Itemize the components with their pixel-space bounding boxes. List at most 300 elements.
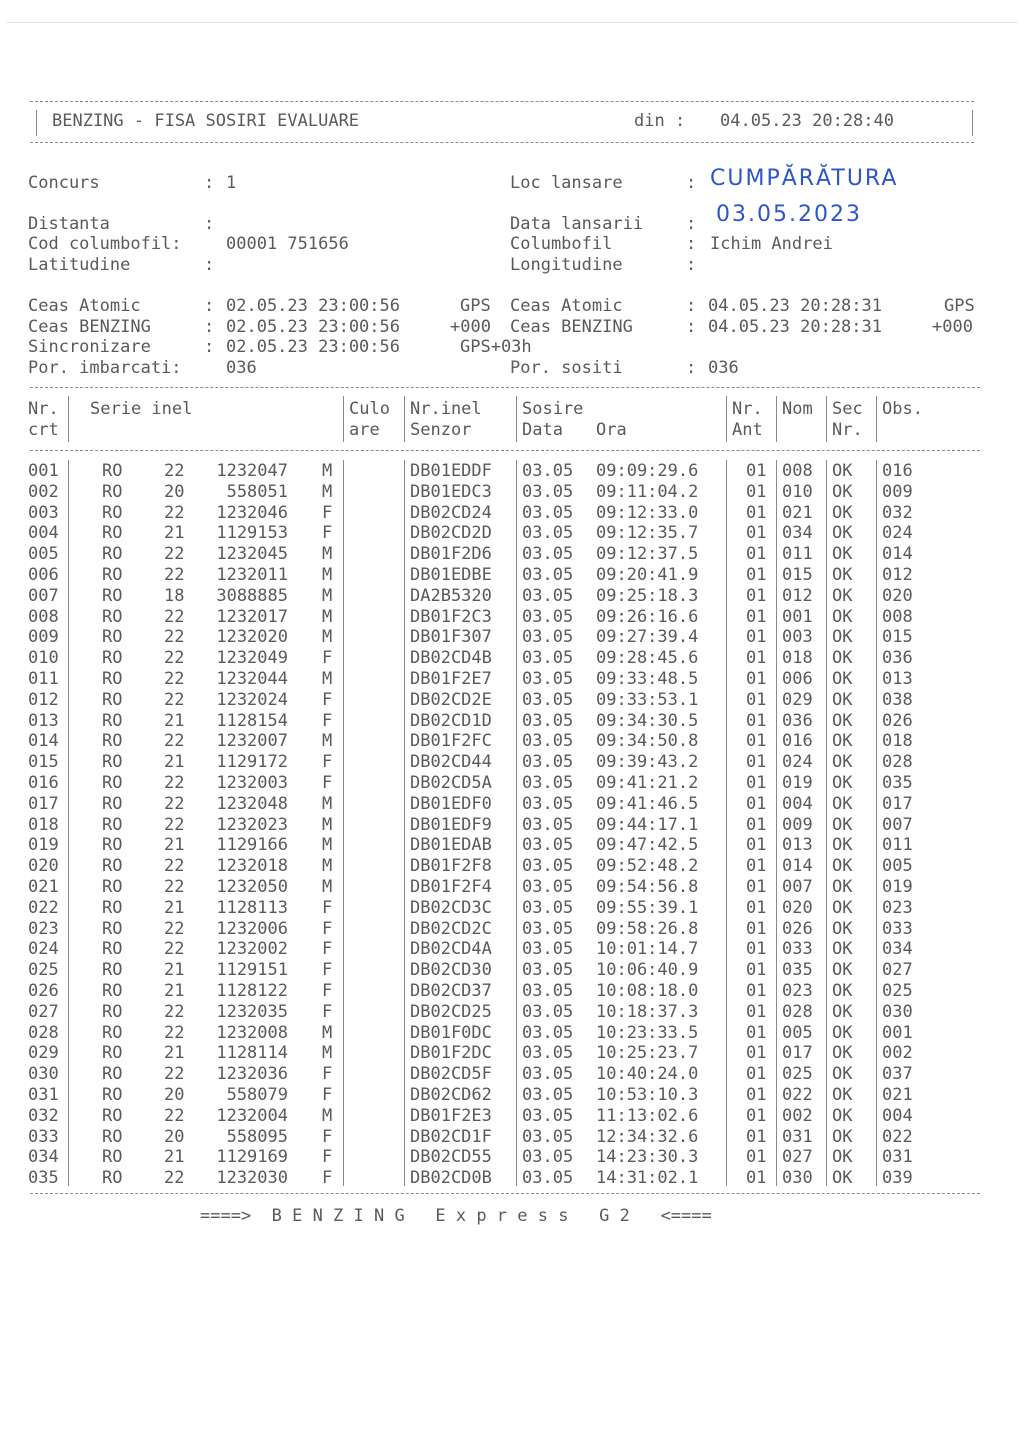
row-country: RO [102,565,123,585]
row-arrival-time: 09:28:45.6 [596,648,699,669]
row-arrival-time: 12:34:32.6 [596,1126,699,1147]
row-ring-number: 1232003 [216,773,288,793]
row-antenna: 01 [746,877,767,897]
row-nr: 019 [28,835,59,856]
row-country: RO [102,856,123,877]
row-sex: F [322,939,333,960]
row-sensor: DB02CD1D [410,710,492,731]
row-antenna: 01 [746,502,767,523]
row-antenna: 01 [746,1105,767,1126]
row-sex: F [322,752,333,773]
row-sex: M [322,669,333,689]
row-nom: 002 [782,1105,813,1126]
row-sec: OK [832,793,853,814]
imbarcati-value: 036 [226,358,257,378]
row-sec: OK [832,960,853,981]
ceas-benzing-label: Ceas BENZING [28,317,151,337]
row-nom: 010 [782,481,813,502]
row-nom: 024 [782,752,813,773]
row-obs: 017 [882,793,913,814]
row-antenna: 01 [746,856,767,877]
row-obs: 034 [882,939,913,960]
row-sec: OK [832,835,853,856]
col-sep-header-3 [404,396,405,442]
row-nr: 010 [28,648,59,669]
row-year: 22 [164,648,185,669]
row-arrival-date: 03.05 [522,856,574,877]
row-country: RO [102,502,123,523]
row-arrival-date: 03.05 [522,710,574,731]
row-obs: 032 [882,502,913,523]
row-ring-number: 1232011 [216,565,288,585]
row-sex: F [322,1064,333,1085]
col-header-sosire: Sosire [522,399,584,419]
row-country: RO [102,1043,123,1064]
row-nr: 009 [28,627,59,648]
ceas-benzing-start-suffix: +000 [450,317,491,337]
row-country: RO [102,1126,123,1147]
row-nr: 028 [28,1022,59,1043]
distanta-label: Distanta [28,214,110,234]
row-country: RO [102,481,123,502]
ceas-benzing-right-colon: : [686,317,697,337]
row-sec: OK [832,502,853,523]
row-obs: 026 [882,710,913,731]
row-arrival-time: 09:12:37.5 [596,544,699,565]
row-antenna: 01 [746,773,767,793]
row-sec: OK [832,1168,853,1189]
row-year: 22 [164,461,185,481]
row-sensor: DB02CD24 [410,502,492,523]
row-sex: F [322,897,333,918]
row-country: RO [102,731,123,752]
row-antenna: 01 [746,1147,767,1168]
row-year: 22 [164,731,185,752]
row-sensor: DB02CD30 [410,960,492,981]
row-country: RO [102,585,123,606]
row-nom: 015 [782,565,813,585]
row-nom: 009 [782,814,813,835]
row-nr: 032 [28,1105,59,1126]
row-arrival-time: 09:58:26.8 [596,918,699,939]
distanta-colon: : [204,214,215,234]
row-sensor: DB02CD4B [410,648,492,669]
row-antenna: 01 [746,544,767,565]
row-ring-number: 3088885 [216,585,288,606]
row-sec: OK [832,669,853,689]
row-obs: 031 [882,1147,913,1168]
columbofil-colon: : [686,234,697,254]
row-arrival-date: 03.05 [522,918,574,939]
row-arrival-time: 10:18:37.3 [596,1001,699,1022]
row-sex: M [322,1105,333,1126]
row-country: RO [102,897,123,918]
row-antenna: 01 [746,1022,767,1043]
col-header-data: Data [522,420,563,440]
row-nr: 018 [28,814,59,835]
row-arrival-date: 03.05 [522,669,574,689]
din-value: 04.05.23 20:28:40 [720,111,894,131]
row-nom: 007 [782,877,813,897]
row-obs: 020 [882,585,913,606]
row-sex: F [322,523,333,544]
row-obs: 007 [882,814,913,835]
row-sensor: DB01F2DC [410,1043,492,1064]
row-sec: OK [832,731,853,752]
row-arrival-date: 03.05 [522,1064,574,1085]
row-sec: OK [832,710,853,731]
row-sec: OK [832,918,853,939]
row-sex: M [322,565,333,585]
row-nom: 004 [782,793,813,814]
row-obs: 028 [882,752,913,773]
row-nom: 031 [782,1126,813,1147]
row-arrival-date: 03.05 [522,1105,574,1126]
row-obs: 004 [882,1105,913,1126]
row-sex: F [322,918,333,939]
row-sex: M [322,856,333,877]
row-country: RO [102,1105,123,1126]
row-country: RO [102,606,123,627]
row-sensor: DB02CD25 [410,1001,492,1022]
row-obs: 025 [882,981,913,1001]
row-obs: 001 [882,1022,913,1043]
row-nom: 012 [782,585,813,606]
row-nom: 034 [782,523,813,544]
row-ring-number: 558095 [226,1126,288,1147]
row-arrival-time: 10:23:33.5 [596,1022,699,1043]
ceas-benzing-start: 02.05.23 23:00:56 [226,317,400,337]
row-year: 21 [164,1043,185,1064]
row-antenna: 01 [746,481,767,502]
row-sensor: DB01EDAB [410,835,492,856]
row-sec: OK [832,897,853,918]
ceas-atomic-colon: : [204,296,215,316]
col-sep-body-3 [404,460,405,1186]
row-arrival-time: 09:52:48.2 [596,856,699,877]
row-nr: 030 [28,1064,59,1085]
col-sep-body-1 [68,460,69,1186]
table-bottom-border [30,1193,980,1194]
row-sex: M [322,606,333,627]
row-nom: 025 [782,1064,813,1085]
row-year: 21 [164,981,185,1001]
row-year: 21 [164,897,185,918]
row-sec: OK [832,856,853,877]
row-ring-number: 1232045 [216,544,288,565]
row-sex: F [322,960,333,981]
row-obs: 037 [882,1064,913,1085]
row-sec: OK [832,606,853,627]
col-header-sec-nr: Nr. [832,420,863,440]
loc-colon: : [686,173,697,193]
row-nr: 022 [28,897,59,918]
row-nom: 030 [782,1168,813,1189]
row-obs: 014 [882,544,913,565]
row-year: 18 [164,585,185,606]
row-nr: 008 [28,606,59,627]
row-sensor: DB02CD2E [410,689,492,710]
row-year: 20 [164,1126,185,1147]
row-nr: 015 [28,752,59,773]
row-year: 21 [164,523,185,544]
row-ring-number: 1232002 [216,939,288,960]
row-antenna: 01 [746,835,767,856]
row-arrival-date: 03.05 [522,481,574,502]
row-nr: 029 [28,1043,59,1064]
row-nom: 006 [782,669,813,689]
row-obs: 011 [882,835,913,856]
row-nom: 028 [782,1001,813,1022]
row-obs: 021 [882,1085,913,1105]
row-sex: F [322,648,333,669]
row-ring-number: 1129172 [216,752,288,773]
row-sensor: DB01EDF9 [410,814,492,835]
row-arrival-time: 09:41:21.2 [596,773,699,793]
row-nr: 012 [28,689,59,710]
row-sex: F [322,502,333,523]
row-nom: 036 [782,710,813,731]
row-arrival-date: 03.05 [522,835,574,856]
row-antenna: 01 [746,960,767,981]
row-antenna: 01 [746,627,767,648]
row-nr: 007 [28,585,59,606]
row-sec: OK [832,1064,853,1085]
row-antenna: 01 [746,523,767,544]
row-sec: OK [832,1126,853,1147]
row-nr: 013 [28,710,59,731]
row-year: 22 [164,627,185,648]
row-sensor: DB02CD37 [410,981,492,1001]
row-arrival-time: 09:27:39.4 [596,627,699,648]
sositi-colon: : [686,358,697,378]
col-header-nom: Nom [782,399,813,419]
col-sep-body-6 [776,460,777,1186]
cod-columbofil-value: 00001 751656 [226,234,349,254]
row-year: 22 [164,814,185,835]
row-sex: M [322,814,333,835]
row-arrival-time: 09:11:04.2 [596,481,699,502]
row-obs: 035 [882,773,913,793]
row-obs: 015 [882,627,913,648]
row-sex: M [322,877,333,897]
row-country: RO [102,1064,123,1085]
col-sep-header-8 [876,396,877,442]
row-country: RO [102,544,123,565]
row-sensor: DB01F307 [410,627,492,648]
row-obs: 012 [882,565,913,585]
row-sensor: DB02CD4A [410,939,492,960]
row-country: RO [102,939,123,960]
loc-lansare-handwritten: CUMPĂRĂTURA [710,166,899,191]
col-sep-body-4 [516,460,517,1186]
row-sensor: DB01F2C3 [410,606,492,627]
ceas-atomic-right-colon: : [686,296,697,316]
row-sec: OK [832,1001,853,1022]
ceas-atomic-start: 02.05.23 23:00:56 [226,296,400,316]
loc-lansare-label: Loc lansare [510,173,623,193]
cod-columbofil-label: Cod columbofil: [28,234,182,254]
row-arrival-date: 03.05 [522,1022,574,1043]
row-sex: M [322,793,333,814]
row-arrival-time: 09:41:46.5 [596,793,699,814]
row-year: 22 [164,502,185,523]
latitudine-colon: : [204,255,215,275]
row-nom: 008 [782,461,813,481]
row-antenna: 01 [746,1168,767,1189]
col-header-obs: Obs. [882,399,923,419]
row-arrival-date: 03.05 [522,1168,574,1189]
row-sex: F [322,1126,333,1147]
row-nom: 033 [782,939,813,960]
row-year: 22 [164,939,185,960]
row-antenna: 01 [746,606,767,627]
ceas-atomic-end: 04.05.23 20:28:31 [708,296,882,316]
col-sep-body-5 [726,460,727,1186]
row-arrival-date: 03.05 [522,1085,574,1105]
row-nr: 025 [28,960,59,981]
row-nr: 014 [28,731,59,752]
row-ring-number: 1128154 [216,710,288,731]
row-antenna: 01 [746,565,767,585]
columbofil-label: Columbofil [510,234,613,254]
row-nr: 016 [28,773,59,793]
row-country: RO [102,1147,123,1168]
row-nom: 001 [782,606,813,627]
longitudine-colon: : [686,255,697,275]
row-nr: 026 [28,981,59,1001]
row-arrival-time: 09:47:42.5 [596,835,699,856]
row-ring-number: 1129166 [216,835,288,856]
data-lansarii-handwritten: 03.05.2023 [716,202,862,227]
col-header-nrinel: Nr.inel [410,399,482,419]
row-arrival-date: 03.05 [522,523,574,544]
row-nom: 026 [782,918,813,939]
row-nr: 005 [28,544,59,565]
row-sex: M [322,544,333,565]
row-antenna: 01 [746,1126,767,1147]
row-antenna: 01 [746,710,767,731]
row-sensor: DB02CD2C [410,918,492,939]
row-country: RO [102,648,123,669]
row-sec: OK [832,1022,853,1043]
row-nom: 023 [782,981,813,1001]
row-sex: M [322,627,333,648]
row-sec: OK [832,773,853,793]
row-sex: M [322,585,333,606]
row-ring-number: 1232044 [216,669,288,689]
row-obs: 038 [882,689,913,710]
row-country: RO [102,752,123,773]
row-ring-number: 1232020 [216,627,288,648]
row-sec: OK [832,877,853,897]
row-country: RO [102,1168,123,1189]
row-arrival-time: 10:06:40.9 [596,960,699,981]
ceas-atomic-end-suffix: GPS [944,296,975,316]
row-antenna: 01 [746,918,767,939]
row-sec: OK [832,1085,853,1105]
row-arrival-time: 09:25:18.3 [596,585,699,606]
row-arrival-date: 03.05 [522,648,574,669]
col-header-ora: Ora [596,420,627,440]
row-country: RO [102,835,123,856]
row-sensor: DB02CD55 [410,1147,492,1168]
table-header-separator [30,450,980,451]
ceas-benzing-label-right: Ceas BENZING [510,317,633,337]
row-sec: OK [832,544,853,565]
row-nom: 005 [782,1022,813,1043]
row-antenna: 01 [746,1043,767,1064]
scan-top-edge [6,22,1018,23]
row-obs: 024 [882,523,913,544]
row-year: 22 [164,1022,185,1043]
ceas-atomic-start-suffix: GPS [460,296,491,316]
row-year: 20 [164,481,185,502]
row-arrival-date: 03.05 [522,877,574,897]
row-arrival-time: 09:54:56.8 [596,877,699,897]
table-top-border [30,387,980,388]
row-antenna: 01 [746,669,767,689]
row-sec: OK [832,689,853,710]
col-sep-header-2 [343,396,344,442]
row-country: RO [102,918,123,939]
row-sensor: DB01EDBE [410,565,492,585]
row-year: 22 [164,1168,185,1189]
row-ring-number: 1232046 [216,502,288,523]
row-arrival-time: 09:12:33.0 [596,502,699,523]
row-year: 22 [164,793,185,814]
row-antenna: 01 [746,793,767,814]
row-country: RO [102,793,123,814]
row-sex: M [322,461,333,481]
row-sec: OK [832,461,853,481]
header-right-border [972,110,973,136]
row-obs: 022 [882,1126,913,1147]
row-country: RO [102,877,123,897]
concurs-colon: : [204,173,215,193]
sincronizare-label: Sincronizare [28,337,151,357]
row-year: 22 [164,918,185,939]
row-sec: OK [832,981,853,1001]
row-year: 21 [164,752,185,773]
row-sensor: DB01F2FC [410,731,492,752]
row-arrival-time: 10:08:18.0 [596,981,699,1001]
row-obs: 033 [882,918,913,939]
row-arrival-date: 03.05 [522,585,574,606]
row-year: 22 [164,1105,185,1126]
row-year: 21 [164,1147,185,1168]
row-year: 20 [164,1085,185,1105]
row-arrival-time: 09:44:17.1 [596,814,699,835]
row-year: 21 [164,710,185,731]
data-colon: : [686,214,697,234]
row-arrival-time: 09:09:29.6 [596,461,699,481]
footer-benzing-express: ====> B E N Z I N G E x p r e s s G 2 <==== [200,1206,712,1226]
row-obs: 018 [882,731,913,752]
row-year: 22 [164,689,185,710]
col-header-senzor: Senzor [410,420,472,440]
concurs-value: 1 [226,173,237,193]
row-nr: 017 [28,793,59,814]
col-header-nr: Nr. [28,399,59,419]
row-sensor: DB02CD5A [410,773,492,793]
col-sep-header-4 [516,396,517,442]
row-arrival-date: 03.05 [522,1043,574,1064]
row-ring-number: 1232023 [216,814,288,835]
row-country: RO [102,1085,123,1105]
row-arrival-time: 09:20:41.9 [596,565,699,585]
row-obs: 027 [882,960,913,981]
